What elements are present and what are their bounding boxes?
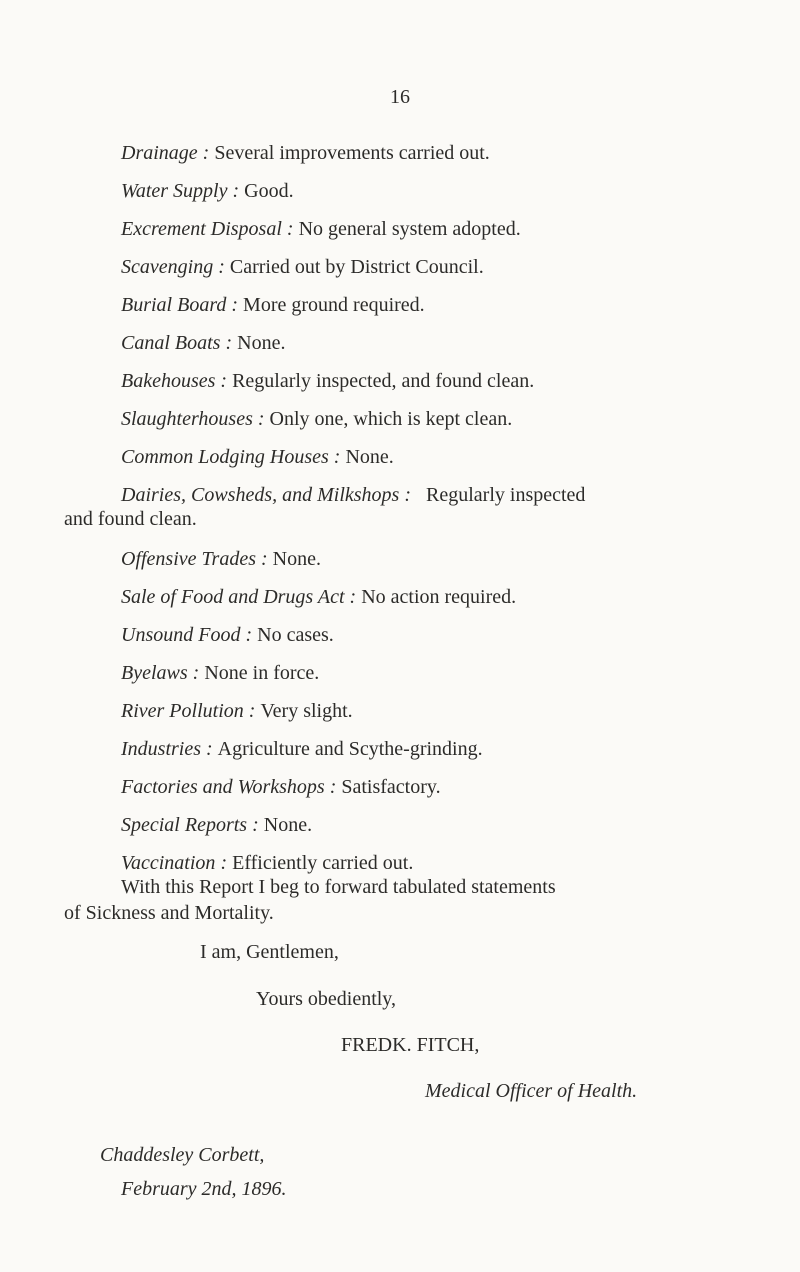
entry-value: Several improvements carried out. — [214, 142, 490, 164]
entry-bakehouses: Bakehouses : Regularly inspected, and found clean. — [121, 370, 535, 392]
entry-value: Regularly inspected — [426, 484, 586, 506]
entry-value: None in force. — [204, 662, 320, 684]
entry-burial-board: Burial Board : More ground required. — [121, 294, 425, 316]
entry-value: No action required. — [361, 586, 517, 608]
entry-term: Special Reports — [121, 814, 248, 836]
entry-vaccination: Vaccination : Efficiently carried out. — [121, 852, 414, 874]
entry-sale-of-food: Sale of Food and Drugs Act : No action required. — [121, 586, 517, 608]
report-entries — [0, 139, 800, 887]
entry-term: Sale of Food and Drugs Act — [121, 586, 345, 608]
entry-term: Byelaws — [121, 662, 188, 684]
entry-term: Drainage — [121, 142, 198, 164]
entry-scavenging: Scavenging : Carried out by District Council. — [121, 256, 484, 278]
signatory-name: FREDK. FITCH, — [341, 1034, 480, 1056]
entry-value-continuation: and found clean. — [64, 508, 197, 530]
entry-water-supply: Water Supply : Good. — [121, 180, 294, 202]
entry-factories: Factories and Workshops : Satisfactory. — [121, 776, 441, 798]
entry-term: Canal Boats — [121, 332, 221, 354]
entry-canal-boats: Canal Boats : None. — [121, 332, 286, 354]
salutation: I am, Gentlemen, — [200, 941, 339, 963]
entry-value: Very slight. — [260, 700, 353, 722]
valediction: Yours obediently, — [256, 988, 397, 1010]
entry-term: Excrement Disposal — [121, 218, 282, 240]
entry-value: Efficiently carried out. — [232, 852, 414, 874]
date: February 2nd, 1896. — [121, 1178, 287, 1200]
entry-value: Good. — [244, 180, 294, 202]
entry-value: None. — [263, 814, 313, 836]
entry-value: Agriculture and Scythe-grinding. — [217, 738, 483, 760]
entry-term: Burial Board — [121, 294, 227, 316]
entry-term: Factories and Workshops — [121, 776, 325, 798]
entry-term: Offensive Trades — [121, 548, 256, 570]
entry-value: Carried out by District Council. — [229, 256, 484, 278]
entry-term: Industries — [121, 738, 201, 760]
entry-value: Satisfactory. — [341, 776, 441, 798]
entry-term: Bakehouses — [121, 370, 216, 392]
entry-river-pollution: River Pollution : Very slight. — [121, 700, 353, 722]
entry-value: Only one, which is kept clean. — [269, 408, 513, 430]
entry-value: None. — [345, 446, 394, 468]
entry-term: Water Supply — [121, 180, 228, 202]
signatory-title: Medical Officer of Health. — [425, 1080, 638, 1102]
entry-term: Scavenging — [121, 256, 214, 278]
entry-term: River Pollution — [121, 700, 244, 722]
entry-term: Vaccination — [121, 852, 216, 874]
entry-term: Slaughterhouses — [121, 408, 253, 430]
entry-excrement-disposal: Excrement Disposal : No general system adopted. — [121, 218, 521, 240]
entry-common-lodging-houses: Common Lodging Houses : None. — [121, 446, 394, 468]
entry-industries: Industries : Agriculture and Scythe-grinding. — [121, 738, 483, 760]
entry-offensive-trades: Offensive Trades : None. — [121, 548, 321, 570]
closing-paragraph-line2: of Sickness and Mortality. — [64, 902, 274, 924]
entry-term: Common Lodging Houses — [121, 446, 329, 468]
entry-special-reports: Special Reports : None. — [121, 814, 313, 836]
place: Chaddesley Corbett, — [100, 1144, 265, 1166]
entry-term: Dairies, Cowsheds, and Milkshops — [121, 484, 400, 506]
entry-unsound-food: Unsound Food : No cases. — [121, 624, 334, 646]
entry-slaughterhouses: Slaughterhouses : Only one, which is kept clean. — [121, 408, 513, 430]
entry-term: Unsound Food — [121, 624, 241, 646]
closing-paragraph-line1: With this Report I beg to forward tabulated statements — [121, 876, 556, 898]
page-number: 16 — [390, 86, 410, 108]
entry-value: Regularly inspected, and found clean. — [232, 370, 535, 392]
entry-byelaws: Byelaws : None in force. — [121, 662, 320, 684]
entry-dairies: Dairies, Cowsheds, and Milkshops : Regularly inspected and found clean. — [0, 481, 800, 545]
entry-value: None. — [272, 548, 321, 570]
closing-paragraph — [64, 874, 734, 926]
entry-value: No general system adopted. — [298, 218, 521, 240]
entry-drainage: Drainage : Several improvements carried out. — [121, 142, 490, 164]
entry-value: No cases. — [257, 624, 334, 646]
entry-value: None. — [237, 332, 286, 354]
entry-value: More ground required. — [243, 294, 425, 316]
